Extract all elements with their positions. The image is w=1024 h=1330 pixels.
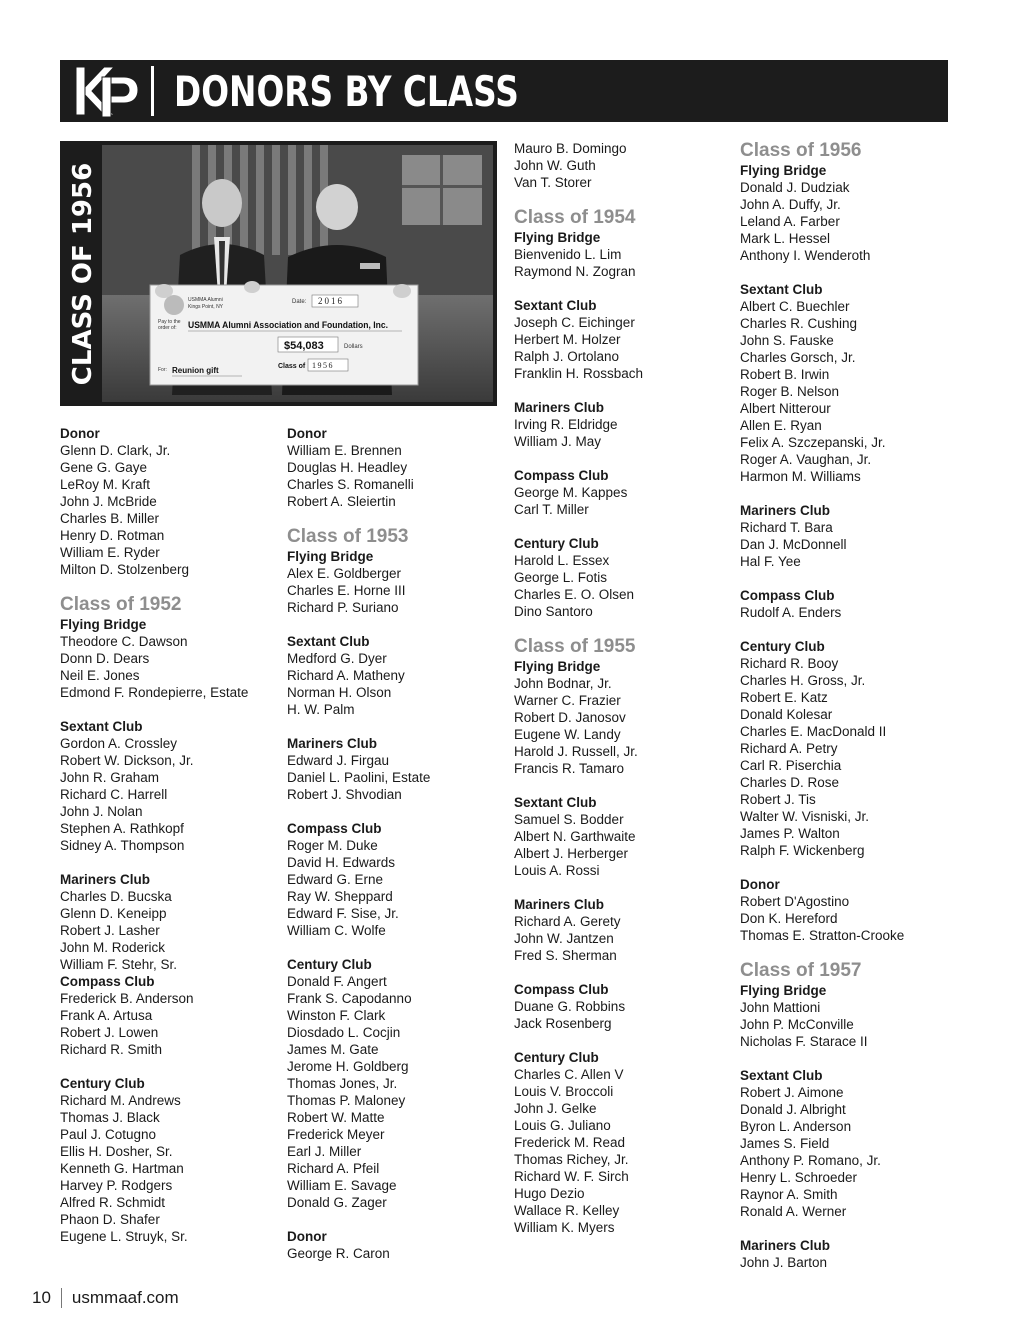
donor-name: Robert B. Irwin xyxy=(740,367,830,382)
check-pay-label-2: order of: xyxy=(158,325,177,331)
donor-name: Dino Santoro xyxy=(514,604,593,619)
donor-name: Donald G. Zager xyxy=(287,1195,387,1210)
donor-name: Irving R. Eldridge xyxy=(514,417,618,432)
donor-name: Winston F. Clark xyxy=(287,1008,386,1023)
check-bank-line-1: USMMA Alumni xyxy=(188,297,223,303)
check-class-label: Class of xyxy=(278,363,306,370)
giving-club-heading: Flying Bridge xyxy=(514,659,601,674)
donor-name: William E. Savage xyxy=(287,1178,397,1193)
giving-club-heading: Compass Club xyxy=(740,588,835,603)
donor-name: Eugene L. Struyk, Sr. xyxy=(60,1229,188,1244)
donor-name: Van T. Storer xyxy=(514,175,592,190)
donor-name: John S. Fauske xyxy=(740,333,834,348)
donor-name: Walter W. Visniski, Jr. xyxy=(740,809,870,824)
donor-name: John W. Jantzen xyxy=(514,931,614,946)
check-payee: USMMA Alumni Association and Foundation, Inc. xyxy=(188,320,388,330)
donor-name: Anthony I. Wenderoth xyxy=(740,248,871,263)
donor-name: William K. Myers xyxy=(514,1220,615,1235)
donor-name: Harold L. Essex xyxy=(514,553,610,568)
donor-name: Don K. Hereford xyxy=(740,911,838,926)
donor-name: Paul J. Cotugno xyxy=(60,1127,157,1142)
donor-name: Ellis H. Dosher, Sr. xyxy=(60,1144,173,1159)
giving-club-heading: Century Club xyxy=(514,536,599,551)
donor-name: Edward J. Firgau xyxy=(287,753,390,768)
donor-name: George M. Kappes xyxy=(514,485,628,500)
donor-name: David H. Edwards xyxy=(287,855,396,870)
kp-logo-mark xyxy=(72,63,142,119)
giving-club-heading: Mariners Club xyxy=(740,1238,831,1253)
donor-name: Charles C. Allen V xyxy=(514,1067,624,1082)
check-for-label: For: xyxy=(158,367,167,373)
donor-name: Raymond N. Zogran xyxy=(514,264,636,279)
donor-name: Albert N. Garthwaite xyxy=(514,829,636,844)
donor-name: Duane G. Robbins xyxy=(514,999,626,1014)
class-year-heading: Class of 1952 xyxy=(60,594,182,615)
giving-club-heading: Donor xyxy=(287,1229,327,1244)
donor-name: Henry D. Rotman xyxy=(60,528,165,543)
donor-name: Herbert M. Holzer xyxy=(514,332,621,347)
check-class-year: 1956 xyxy=(312,361,334,370)
donor-name: John Bodnar, Jr. xyxy=(514,676,612,691)
donor-name: William J. May xyxy=(514,434,601,449)
donor-name: James P. Walton xyxy=(740,826,840,841)
giving-club-heading: Mariners Club xyxy=(740,503,831,518)
donor-name: Roger A. Vaughan, Jr. xyxy=(740,452,872,467)
donor-name: Richard A. Pfeil xyxy=(287,1161,380,1176)
donor-name: Charles S. Romanelli xyxy=(287,477,414,492)
donor-name: Norman H. Olson xyxy=(287,685,392,700)
donor-name: John Mattioni xyxy=(740,1000,821,1015)
donor-name: Thomas E. Stratton-Crooke xyxy=(740,928,905,943)
donor-name: Charles E. MacDonald II xyxy=(740,724,887,739)
donor-name: Edmond F. Rondepierre, Estate xyxy=(60,685,249,700)
donor-name: Samuel S. Bodder xyxy=(514,812,624,827)
donor-name: Albert Nitterour xyxy=(740,401,831,416)
page-number: 10 xyxy=(32,1288,51,1307)
check-amount: $54,083 xyxy=(284,340,324,352)
giving-club-heading: Sextant Club xyxy=(287,634,370,649)
donor-name: Albert J. Herberger xyxy=(514,846,629,861)
donor-name: Charles B. Miller xyxy=(60,511,160,526)
donor-name: Thomas P. Maloney xyxy=(287,1093,406,1108)
page-title: DONORS BY CLASS xyxy=(174,66,519,116)
class-year-heading: Class of 1954 xyxy=(514,207,636,228)
check-year: 2016 xyxy=(318,296,344,306)
donor-name: Glenn D. Keneipp xyxy=(60,906,167,921)
donor-column-3 xyxy=(514,140,729,1236)
giving-club-heading: Donor xyxy=(740,877,780,892)
donor-name: Richard R. Booy xyxy=(740,656,839,671)
donor-name: Hal F. Yee xyxy=(740,554,801,569)
donor-name: Frank S. Capodanno xyxy=(287,991,412,1006)
donor-column-1 xyxy=(60,425,275,1245)
donor-name: Charles H. Gross, Jr. xyxy=(740,673,866,688)
footer-website-link[interactable]: usmmaaf.com xyxy=(71,1288,179,1307)
donor-name: Donald F. Angert xyxy=(287,974,387,989)
donor-name: Robert W. Matte xyxy=(287,1110,385,1125)
logo-divider xyxy=(151,66,154,116)
donor-name: Frederick B. Anderson xyxy=(60,991,194,1006)
donor-name: Charles E. O. Olsen xyxy=(514,587,635,602)
donor-name: Albert C. Buechler xyxy=(740,299,850,314)
donor-name: Henry L. Schroeder xyxy=(740,1170,858,1185)
donor-name: Allen E. Ryan xyxy=(740,418,822,433)
giving-club-heading: Compass Club xyxy=(60,974,155,989)
donor-name: Richard R. Smith xyxy=(60,1042,163,1057)
check-presentation-photo xyxy=(102,145,493,402)
photo-caption-text: CLASS OF 1956 xyxy=(68,162,99,385)
donor-name: Ralph F. Wickenberg xyxy=(740,843,865,858)
donor-name: Donald J. Albright xyxy=(740,1102,846,1117)
donor-name: Robert J. Lowen xyxy=(60,1025,159,1040)
check-bank-line-2: Kings Point, NY xyxy=(188,304,224,310)
donor-name: Byron L. Anderson xyxy=(740,1119,852,1134)
donor-name: Donald Kolesar xyxy=(740,707,833,722)
donor-name: Milton D. Stolzenberg xyxy=(60,562,190,577)
giving-club-heading: Sextant Club xyxy=(60,719,143,734)
donor-name: Neil E. Jones xyxy=(60,668,140,683)
donor-name: John P. McConville xyxy=(740,1017,854,1032)
giving-club-heading: Flying Bridge xyxy=(60,617,147,632)
giving-club-heading: Compass Club xyxy=(287,821,382,836)
donor-name: Louis A. Rossi xyxy=(514,863,600,878)
donor-name: Richard A. Gerety xyxy=(514,914,621,929)
donor-name: Louis G. Juliano xyxy=(514,1118,611,1133)
donor-name: Thomas Richey, Jr. xyxy=(514,1152,629,1167)
donor-name: John J. Nolan xyxy=(60,804,143,819)
donor-name: Roger B. Nelson xyxy=(740,384,840,399)
giving-club-heading: Flying Bridge xyxy=(514,230,601,245)
check-memo: Reunion gift xyxy=(172,366,219,375)
giving-club-heading: Century Club xyxy=(60,1076,145,1091)
donor-name: Robert A. Sleiertin xyxy=(287,494,396,509)
class-year-heading: Class of 1953 xyxy=(287,526,409,547)
check-date-label: Date: xyxy=(292,299,307,305)
donor-name: Harmon M. Williams xyxy=(740,469,861,484)
donor-name: Harold J. Russell, Jr. xyxy=(514,744,638,759)
donor-name: Eugene W. Landy xyxy=(514,727,621,742)
giving-club-heading: Flying Bridge xyxy=(287,549,374,564)
donor-name: Robert J. Shvodian xyxy=(287,787,402,802)
donor-name: Carl T. Miller xyxy=(514,502,589,517)
giving-club-heading: Flying Bridge xyxy=(740,983,827,998)
donor-name: Franklin H. Rossbach xyxy=(514,366,644,381)
donor-name: Warner C. Frazier xyxy=(514,693,621,708)
donor-name: Richard P. Suriano xyxy=(287,600,399,615)
donor-name: Medford G. Dyer xyxy=(287,651,387,666)
donor-name: John A. Duffy, Jr. xyxy=(740,197,841,212)
donor-name: James S. Field xyxy=(740,1136,830,1151)
donor-name: Richard T. Bara xyxy=(740,520,833,535)
donor-name: Ray W. Sheppard xyxy=(287,889,393,904)
donor-name: Robert J. Tis xyxy=(740,792,816,807)
class-photo-panel xyxy=(60,141,497,406)
class-year-heading: Class of 1956 xyxy=(740,140,862,161)
check-dollars-label: Dollars xyxy=(344,344,363,350)
giving-club-heading: Donor xyxy=(287,426,327,441)
donor-name: Jerome H. Goldberg xyxy=(287,1059,409,1074)
donor-name: William E. Ryder xyxy=(60,545,160,560)
donor-name: Bienvenido L. Lim xyxy=(514,247,622,262)
donor-name: George L. Fotis xyxy=(514,570,608,585)
photo-caption xyxy=(64,141,102,406)
giving-club-heading: Compass Club xyxy=(514,982,609,997)
donor-name: Felix A. Szczepanski, Jr. xyxy=(740,435,886,450)
donor-name: James M. Gate xyxy=(287,1042,379,1057)
donor-name: Ronald A. Werner xyxy=(740,1204,847,1219)
donor-name: William E. Brennen xyxy=(287,443,402,458)
giving-club-heading: Compass Club xyxy=(514,468,609,483)
donor-name: Earl J. Miller xyxy=(287,1144,362,1159)
donor-name: John M. Roderick xyxy=(60,940,166,955)
giving-club-heading: Sextant Club xyxy=(740,1068,823,1083)
donor-name: Robert J. Lasher xyxy=(60,923,160,938)
donor-name: H. W. Palm xyxy=(287,702,355,717)
donor-name: Robert D'Agostino xyxy=(740,894,850,909)
donor-name: Edward G. Erne xyxy=(287,872,384,887)
giving-club-heading: Donor xyxy=(60,426,100,441)
donor-name: Dan J. McDonnell xyxy=(740,537,847,552)
donor-name: Sidney A. Thompson xyxy=(60,838,185,853)
donor-name: Daniel L. Paolini, Estate xyxy=(287,770,431,785)
donor-name: Frederick M. Read xyxy=(514,1135,626,1150)
donor-column-2 xyxy=(287,425,502,1262)
donor-name: Kenneth G. Hartman xyxy=(60,1161,184,1176)
donor-name: Diosdado L. Cocjin xyxy=(287,1025,401,1040)
donor-name: Robert W. Dickson, Jr. xyxy=(60,753,194,768)
giving-club-heading: Century Club xyxy=(287,957,372,972)
donor-name: Carl R. Piserchia xyxy=(740,758,842,773)
donor-name: Alex E. Goldberger xyxy=(287,566,402,581)
donor-name: Richard W. F. Sirch xyxy=(514,1169,629,1184)
donor-name: Richard C. Harrell xyxy=(60,787,168,802)
donor-name: Gordon A. Crossley xyxy=(60,736,178,751)
class-photo xyxy=(102,145,493,402)
donor-name: Roger M. Duke xyxy=(287,838,378,853)
donor-name: Gene G. Gaye xyxy=(60,460,148,475)
donor-name: Wallace R. Kelley xyxy=(514,1203,620,1218)
donor-name: Anthony P. Romano, Jr. xyxy=(740,1153,881,1168)
donor-name: Joseph C. Eichinger xyxy=(514,315,635,330)
donor-name: Rudolf A. Enders xyxy=(740,605,842,620)
donor-name: Glenn D. Clark, Jr. xyxy=(60,443,171,458)
donor-name: Leland A. Farber xyxy=(740,214,840,229)
donor-name: Hugo Dezio xyxy=(514,1186,585,1201)
donor-name: Louis V. Broccoli xyxy=(514,1084,614,1099)
giving-club-heading: Sextant Club xyxy=(514,795,597,810)
donor-column-4 xyxy=(740,140,955,1271)
giving-club-heading: Century Club xyxy=(740,639,825,654)
giving-club-heading: Mariners Club xyxy=(514,897,605,912)
donor-name: Francis R. Tamaro xyxy=(514,761,625,776)
donor-name: Mark L. Hessel xyxy=(740,231,831,246)
donor-name: Mauro B. Domingo xyxy=(514,141,627,156)
giving-club-heading: Century Club xyxy=(514,1050,599,1065)
donor-name: Charles R. Cushing xyxy=(740,316,858,331)
donor-name: William F. Stehr, Sr. xyxy=(60,957,178,972)
kp-logo xyxy=(60,60,154,122)
donor-name: Charles Gorsch, Jr. xyxy=(740,350,856,365)
donor-name: Edward F. Sise, Jr. xyxy=(287,906,399,921)
page-footer xyxy=(32,1288,179,1308)
donor-name: Thomas Jones, Jr. xyxy=(287,1076,398,1091)
check-pay-label-1: Pay to the xyxy=(158,319,181,325)
donor-name: Fred S. Sherman xyxy=(514,948,617,963)
donor-name: Charles D. Rose xyxy=(740,775,840,790)
giving-club-heading: Flying Bridge xyxy=(740,163,827,178)
donor-name: Jack Rosenberg xyxy=(514,1016,612,1031)
giving-club-heading: Sextant Club xyxy=(740,282,823,297)
donor-name: Robert D. Janosov xyxy=(514,710,626,725)
donor-name: William C. Wolfe xyxy=(287,923,386,938)
donor-name: Robert E. Katz xyxy=(740,690,828,705)
giving-club-heading: Mariners Club xyxy=(60,872,151,887)
donor-name: Richard M. Andrews xyxy=(60,1093,181,1108)
donor-name: Stephen A. Rathkopf xyxy=(60,821,184,836)
footer-separator xyxy=(61,1288,62,1308)
donor-name: Donald J. Dudziak xyxy=(740,180,850,195)
donor-name: John W. Guth xyxy=(514,158,596,173)
donor-name: Douglas H. Headley xyxy=(287,460,408,475)
donor-name: Donn D. Dears xyxy=(60,651,150,666)
donor-name: Frederick Meyer xyxy=(287,1127,385,1142)
donor-name: Raynor A. Smith xyxy=(740,1187,838,1202)
donor-name: Frank A. Artusa xyxy=(60,1008,153,1023)
donor-name: John R. Graham xyxy=(60,770,160,785)
donor-name: Robert J. Aimone xyxy=(740,1085,844,1100)
donor-name: John J. Barton xyxy=(740,1255,828,1270)
donor-name: Phaon D. Shafer xyxy=(60,1212,160,1227)
donor-name: Nicholas F. Starace II xyxy=(740,1034,868,1049)
donor-name: Ralph J. Ortolano xyxy=(514,349,620,364)
donor-name: John J. McBride xyxy=(60,494,157,509)
donor-name: Richard A. Petry xyxy=(740,741,838,756)
giving-club-heading: Mariners Club xyxy=(514,400,605,415)
donor-name: Charles E. Horne III xyxy=(287,583,406,598)
donor-name: Thomas J. Black xyxy=(60,1110,160,1125)
class-year-heading: Class of 1957 xyxy=(740,960,862,981)
giving-club-heading: Mariners Club xyxy=(287,736,378,751)
page-header xyxy=(60,60,948,122)
giving-club-heading: Sextant Club xyxy=(514,298,597,313)
class-year-heading: Class of 1955 xyxy=(514,636,636,657)
donor-name: John J. Gelke xyxy=(514,1101,597,1116)
donor-name: Theodore C. Dawson xyxy=(60,634,188,649)
donor-name: George R. Caron xyxy=(287,1246,390,1261)
donor-name: LeRoy M. Kraft xyxy=(60,477,151,492)
donor-name: Harvey P. Rodgers xyxy=(60,1178,173,1193)
donor-name: Charles D. Bucska xyxy=(60,889,172,904)
donor-name: Richard A. Matheny xyxy=(287,668,405,683)
donor-name: Alfred R. Schmidt xyxy=(60,1195,166,1210)
